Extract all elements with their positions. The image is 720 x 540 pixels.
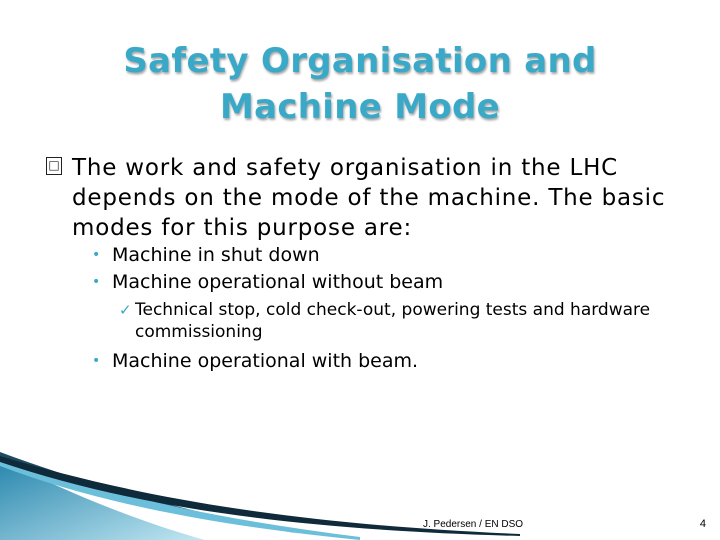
title-line-1: Safety Organisation and [123, 41, 597, 81]
sub-bullet-text: Machine in shut down [112, 244, 320, 266]
sub-sub-bullet-text: Technical stop, cold check-out, powering tests and hardware commissioning [135, 300, 651, 342]
sub-bullet [92, 349, 692, 373]
sub-sub-bullet [119, 299, 679, 343]
main-bullet [46, 153, 706, 243]
footer-author: J. Pedersen / EN DSO [423, 519, 524, 530]
page-number: 4 [699, 518, 706, 530]
sub-bullet-text: Machine operational without beam [112, 271, 444, 293]
dot-bullet-icon: • [92, 247, 101, 263]
title-line-2: Machine Mode [219, 87, 501, 127]
sub-bullet-text: Machine operational with beam. [112, 350, 419, 372]
main-bullet-text: The work and safety organisation in the LHC depends on the mode of the machine. The basic modes for this purpose are: [72, 155, 666, 241]
box-bullet-icon: □ [46, 157, 62, 175]
checkmark-icon: ✓ [119, 301, 132, 319]
dot-bullet-icon: • [92, 353, 101, 369]
sub-bullet [92, 243, 692, 267]
dot-bullet-icon: • [92, 274, 101, 290]
sub-bullet [92, 270, 692, 294]
slide-title [60, 38, 660, 130]
